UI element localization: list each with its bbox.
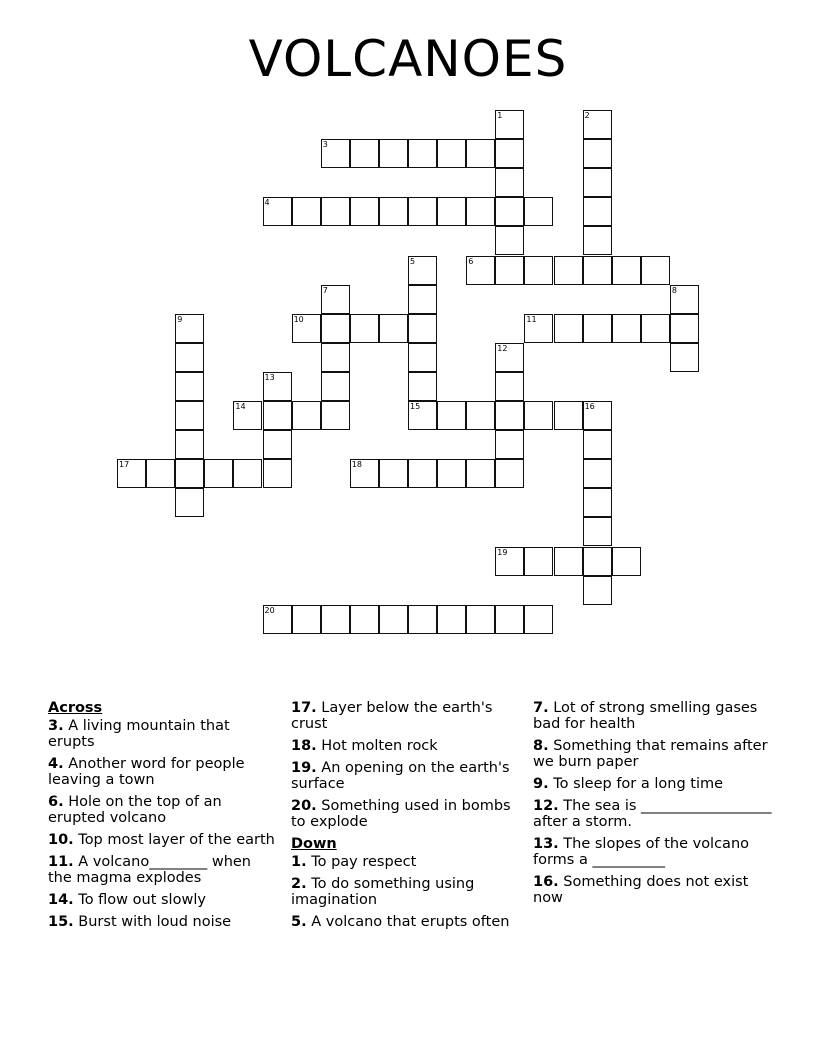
grid-cell[interactable]: [583, 314, 612, 343]
clues-column-1: [48, 700, 278, 936]
clue-number: 13: [264, 372, 275, 382]
grid-cell[interactable]: [321, 343, 350, 372]
grid-cell[interactable]: [495, 401, 524, 430]
grid-cell[interactable]: [437, 459, 466, 488]
clue-number: 1: [497, 111, 503, 120]
puzzle-title: VOLCANOES: [248, 30, 568, 88]
grid-cell[interactable]: [437, 139, 466, 168]
clue-number: 18: [351, 460, 362, 470]
grid-cell[interactable]: [437, 401, 466, 430]
clue-number: 11: [526, 314, 537, 324]
clue-across-10: 10. Top most layer of the earth: [48, 832, 275, 848]
grid-cell[interactable]: [263, 605, 292, 634]
grid-cell[interactable]: [408, 605, 437, 634]
grid-cell[interactable]: [263, 401, 292, 430]
clue-across-4: 4. Another word for people leaving a town: [48, 756, 245, 788]
clue-across-11: 11. A volcano________ when the magma explodes: [48, 854, 251, 886]
grid-cell[interactable]: [583, 430, 612, 459]
clue-number: 3: [322, 140, 328, 150]
grid-cell[interactable]: [379, 197, 408, 226]
grid-cell[interactable]: [350, 605, 379, 634]
clue-across-17: 17. Layer below the earth's crust: [291, 700, 493, 732]
grid-cell[interactable]: [583, 547, 612, 576]
grid-cell[interactable]: [408, 401, 437, 430]
grid-cell[interactable]: [321, 605, 350, 634]
clue-number: 10: [293, 314, 304, 324]
grid-cell[interactable]: [583, 401, 612, 430]
grid-cell[interactable]: [408, 256, 437, 285]
clue-down-12: 12. The sea is __________________ after a storm.: [533, 798, 772, 830]
grid-cell[interactable]: [524, 401, 553, 430]
grid-cell[interactable]: [524, 314, 553, 343]
grid-cell[interactable]: [408, 197, 437, 226]
clue-number: 12: [497, 343, 508, 353]
down-heading: Down: [291, 836, 337, 852]
clue-number: 17: [119, 460, 130, 470]
clue-number: 6: [468, 256, 474, 266]
grid-cell[interactable]: [263, 372, 292, 401]
grid-cell[interactable]: [583, 576, 612, 605]
grid-cell[interactable]: [321, 139, 350, 168]
clue-across-14: 14. To flow out slowly: [48, 892, 206, 908]
grid-cell[interactable]: [524, 605, 553, 634]
across-heading: Across: [48, 700, 103, 716]
clue-down-8: 8. Something that remains after we burn paper: [533, 738, 768, 770]
grid-cell[interactable]: [437, 605, 466, 634]
clue-across-19: 19. An opening on the earth's surface: [291, 760, 510, 792]
grid-cell[interactable]: [495, 168, 524, 197]
grid-cell[interactable]: [524, 256, 553, 285]
grid-cell[interactable]: [263, 459, 292, 488]
grid-cell[interactable]: [641, 314, 670, 343]
grid-cell[interactable]: [408, 459, 437, 488]
grid-cell[interactable]: [495, 459, 524, 488]
grid-cell[interactable]: [524, 547, 553, 576]
grid-cell[interactable]: [350, 314, 379, 343]
grid-cell[interactable]: [292, 314, 321, 343]
grid-cell[interactable]: [350, 459, 379, 488]
grid-cell[interactable]: [175, 488, 204, 517]
clue-down-5: 5. A volcano that erupts often: [291, 914, 510, 930]
grid-cell[interactable]: [670, 314, 699, 343]
grid-cell[interactable]: [495, 110, 524, 139]
grid-cell[interactable]: [350, 139, 379, 168]
grid-cell[interactable]: [670, 285, 699, 314]
grid-cell[interactable]: [466, 605, 495, 634]
grid-cell[interactable]: [583, 226, 612, 255]
grid-cell[interactable]: [466, 256, 495, 285]
grid-cell[interactable]: [263, 197, 292, 226]
clue-across-18: 18. Hot molten rock: [291, 738, 438, 754]
grid-cell[interactable]: [292, 401, 321, 430]
grid-cell[interactable]: [263, 430, 292, 459]
grid-cell[interactable]: [408, 343, 437, 372]
crossword-grid: [117, 110, 717, 670]
grid-cell[interactable]: [321, 314, 350, 343]
grid-cell[interactable]: [379, 314, 408, 343]
grid-cell[interactable]: [495, 226, 524, 255]
grid-cell[interactable]: [408, 372, 437, 401]
grid-cell[interactable]: [583, 168, 612, 197]
grid-cell[interactable]: [233, 459, 262, 488]
grid-cell[interactable]: [612, 256, 641, 285]
grid-cell[interactable]: [554, 401, 583, 430]
grid-cell[interactable]: [350, 197, 379, 226]
grid-cell[interactable]: [408, 314, 437, 343]
grid-cell[interactable]: [583, 197, 612, 226]
clues-column-3: [533, 700, 778, 912]
grid-cell[interactable]: [321, 401, 350, 430]
grid-cell[interactable]: [379, 459, 408, 488]
grid-cell[interactable]: [495, 547, 524, 576]
grid-cell[interactable]: [321, 197, 350, 226]
clue-across-20: 20. Something used in bombs to explode: [291, 798, 511, 830]
clue-number: 15: [410, 402, 421, 411]
grid-cell[interactable]: [554, 256, 583, 285]
grid-cell[interactable]: [554, 547, 583, 576]
grid-cell[interactable]: [321, 285, 350, 314]
grid-cell[interactable]: [495, 430, 524, 459]
grid-cell[interactable]: [495, 139, 524, 168]
clue-down-13: 13. The slopes of the volcano forms a __________: [533, 836, 750, 868]
grid-cell[interactable]: [495, 605, 524, 634]
grid-cell[interactable]: [292, 197, 321, 226]
grid-cell[interactable]: [175, 401, 204, 430]
clue-number: 4: [264, 198, 270, 208]
grid-cell[interactable]: [233, 401, 262, 430]
grid-cell[interactable]: [292, 605, 321, 634]
clue-down-7: 7. Lot of strong smelling gases bad for health: [533, 700, 758, 732]
grid-cell[interactable]: [466, 459, 495, 488]
grid-cell[interactable]: [379, 605, 408, 634]
grid-cell[interactable]: [117, 459, 146, 488]
clue-down-2: 2. To do something using imagination: [291, 876, 475, 908]
clue-down-9: 9. To sleep for a long time: [533, 776, 724, 792]
clue-down-16: 16. Something does not exist now: [533, 874, 749, 906]
grid-cell[interactable]: [583, 517, 612, 546]
clue-across-3: 3. A living mountain that erupts: [48, 718, 230, 750]
grid-cell[interactable]: [612, 547, 641, 576]
grid-cell[interactable]: [175, 343, 204, 372]
grid-cell[interactable]: [175, 372, 204, 401]
clue-number: 5: [410, 256, 416, 266]
clue-number: 19: [497, 547, 508, 557]
grid-cell[interactable]: [175, 430, 204, 459]
grid-cell[interactable]: [466, 139, 495, 168]
clue-number: 16: [584, 402, 595, 411]
grid-cell[interactable]: [583, 459, 612, 488]
grid-cell[interactable]: [466, 197, 495, 226]
grid-cell[interactable]: [321, 372, 350, 401]
clue-number: 7: [322, 285, 328, 295]
grid-cell[interactable]: [175, 314, 204, 343]
grid-cell[interactable]: [408, 139, 437, 168]
clue-number: 2: [584, 111, 590, 120]
grid-cell[interactable]: [583, 488, 612, 517]
grid-cell[interactable]: [583, 256, 612, 285]
clue-number: 9: [177, 314, 183, 324]
grid-cell[interactable]: [554, 314, 583, 343]
clue-down-1: 1. To pay respect: [291, 854, 417, 870]
grid-cell[interactable]: [495, 197, 524, 226]
grid-cell[interactable]: [612, 314, 641, 343]
clue-number: 20: [264, 605, 275, 615]
grid-cell[interactable]: [670, 343, 699, 372]
clue-across-15: 15. Burst with loud noise: [48, 914, 232, 930]
grid-cell[interactable]: [408, 285, 437, 314]
grid-cell[interactable]: [583, 139, 612, 168]
grid-cell[interactable]: [495, 372, 524, 401]
grid-cell[interactable]: [641, 256, 670, 285]
grid-cell[interactable]: [379, 139, 408, 168]
grid-cell[interactable]: [146, 459, 175, 488]
clue-number: 8: [671, 285, 677, 295]
grid-cell[interactable]: [466, 401, 495, 430]
clue-across-6: 6. Hole on the top of an erupted volcano: [48, 794, 222, 826]
grid-cell[interactable]: [437, 197, 466, 226]
grid-cell[interactable]: [204, 459, 233, 488]
grid-cell[interactable]: [524, 197, 553, 226]
clue-number: 14: [235, 402, 246, 411]
grid-cell[interactable]: [175, 459, 204, 488]
grid-cell[interactable]: [583, 110, 612, 139]
grid-cell[interactable]: [495, 343, 524, 372]
clues-column-2: [291, 700, 526, 936]
grid-cell[interactable]: [495, 256, 524, 285]
